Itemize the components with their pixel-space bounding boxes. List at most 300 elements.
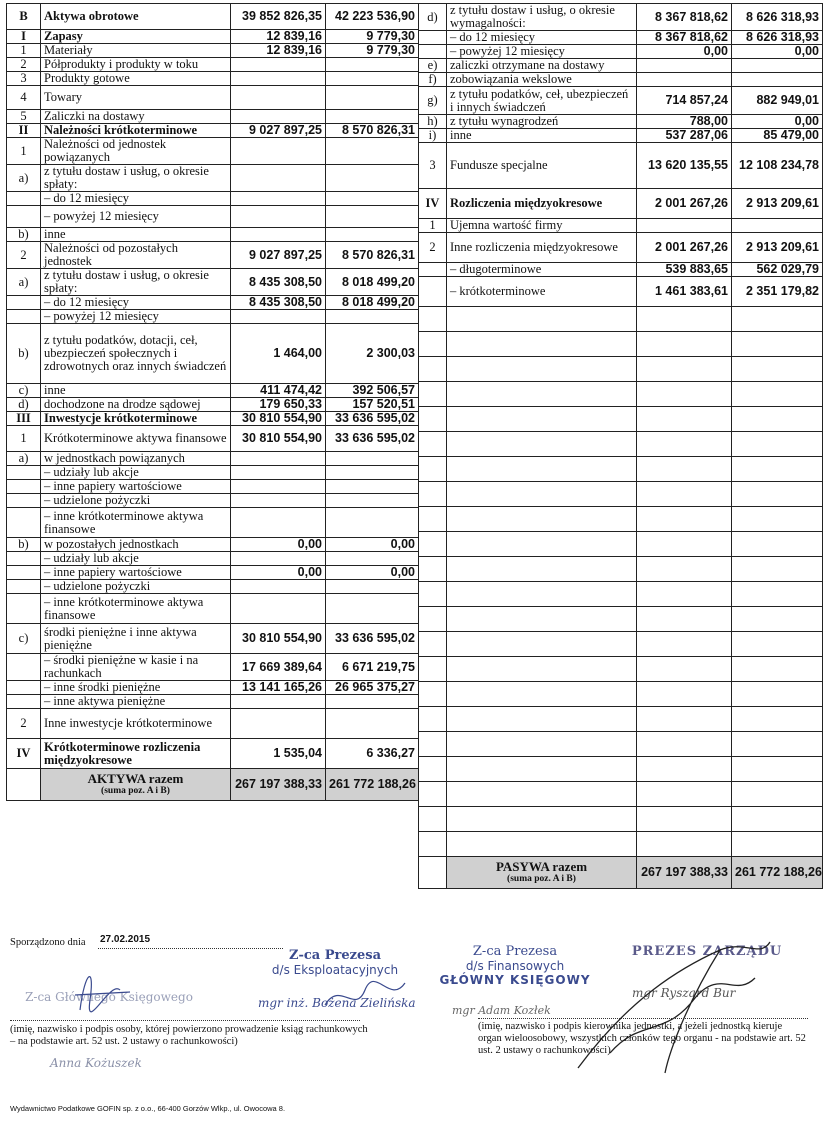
- value-previous: [732, 219, 823, 233]
- row-label: zaliczki otrzymane na dostawy: [447, 59, 637, 73]
- left-row: [7, 310, 419, 324]
- row-index: b): [7, 538, 41, 552]
- empty-cell: [637, 657, 732, 682]
- value-previous: [326, 695, 419, 709]
- row-index: b): [7, 324, 41, 384]
- value-current: 39 852 826,35: [231, 4, 326, 30]
- empty-cell: [732, 307, 823, 332]
- value-previous: [326, 86, 419, 110]
- empty-cell: [637, 482, 732, 507]
- row-label: zobowiązania wekslowe: [447, 73, 637, 87]
- empty-cell: [447, 657, 637, 682]
- total-previous: 261 772 188,26: [732, 857, 823, 889]
- empty-cell: [419, 707, 447, 732]
- stamp-vp-operations: [250, 948, 420, 977]
- row-index: 1: [419, 219, 447, 233]
- empty-row: [419, 707, 823, 732]
- total-title: AKTYWA razem: [87, 770, 184, 786]
- empty-cell: [637, 607, 732, 632]
- empty-cell: [637, 582, 732, 607]
- row-index: [419, 263, 447, 277]
- row-label: w jednostkach powiązanych: [41, 452, 231, 466]
- row-index: [7, 192, 41, 206]
- value-previous: 9 779,30: [326, 44, 419, 58]
- right-signature-caption: (imię, nazwisko i podpis kierownika jednostki, a jeżeli jednostką kieruje organ wieloosobowy, wszystkich członków tego organu - na podstawie art. 52 ust. 2 ustawy o rachunkowości): [478, 1021, 806, 1056]
- row-label: Towary: [41, 86, 231, 110]
- stamp1-line2: d/s Eksploatacyjnych: [271, 963, 399, 977]
- row-label: – środki pieniężne w kasie i na rachunkach: [41, 654, 231, 681]
- empty-row: [419, 532, 823, 557]
- left-row: [7, 398, 419, 412]
- right-row: [419, 59, 823, 73]
- row-label: Rozliczenia międzyokresowe: [447, 189, 637, 219]
- value-current: 539 883,65: [637, 263, 732, 277]
- total-subtitle: (suma poz. A i B): [507, 873, 576, 884]
- empty-cell: [447, 782, 637, 807]
- value-previous: [326, 165, 419, 192]
- row-label: środki pieniężne i inne aktywa pieniężne: [41, 624, 231, 654]
- row-label: – powyżej 12 miesięcy: [447, 45, 637, 59]
- row-index: f): [419, 73, 447, 87]
- empty-cell: [732, 357, 823, 382]
- empty-row: [419, 607, 823, 632]
- right-row: [419, 4, 823, 31]
- row-label: z tytułu dostaw i usług, o okresie spłaty:: [41, 165, 231, 192]
- left-row: [7, 508, 419, 538]
- row-label: Aktywa obrotowe: [41, 4, 231, 30]
- left-row: [7, 228, 419, 242]
- row-index: 3: [419, 143, 447, 189]
- value-current: [231, 165, 326, 192]
- stamp3-line1: PREZES ZARZĄDU: [631, 944, 783, 959]
- row-index: d): [7, 398, 41, 412]
- value-previous: 392 506,57: [326, 384, 419, 398]
- row-label: – udzielone pożyczki: [41, 580, 231, 594]
- value-current: [231, 206, 326, 228]
- right-row: [419, 115, 823, 129]
- empty-cell: [637, 757, 732, 782]
- empty-row: [419, 457, 823, 482]
- empty-cell: [419, 432, 447, 457]
- value-previous: 8 018 499,20: [326, 269, 419, 296]
- empty-cell: [637, 682, 732, 707]
- row-index: [7, 296, 41, 310]
- value-previous: 0,00: [732, 45, 823, 59]
- value-previous: [326, 494, 419, 508]
- value-current: 8 367 818,62: [637, 31, 732, 45]
- left-row: [7, 4, 419, 30]
- left-row: [7, 426, 419, 452]
- row-label: inne: [41, 228, 231, 242]
- value-current: [231, 552, 326, 566]
- value-current: 788,00: [637, 115, 732, 129]
- row-index: [419, 277, 447, 307]
- right-row: [419, 219, 823, 233]
- empty-cell: [419, 632, 447, 657]
- value-current: 12 839,16: [231, 30, 326, 44]
- value-current: 411 474,42: [231, 384, 326, 398]
- row-index: [7, 695, 41, 709]
- row-label: Półprodukty i produkty w toku: [41, 58, 231, 72]
- empty-cell: [419, 832, 447, 857]
- empty-cell: [419, 582, 447, 607]
- value-current: [637, 219, 732, 233]
- right-row: [419, 73, 823, 87]
- total-subtitle: (suma poz. A i B): [101, 785, 170, 796]
- row-index: [7, 508, 41, 538]
- row-label: z tytułu dostaw i usług, o okresie spłaty:: [41, 269, 231, 296]
- row-label: Inne rozliczenia międzyokresowe: [447, 233, 637, 263]
- empty-cell: [732, 682, 823, 707]
- row-index: 5: [7, 110, 41, 124]
- value-previous: [326, 138, 419, 165]
- empty-cell: [637, 332, 732, 357]
- row-index: [7, 310, 41, 324]
- left-row: [7, 138, 419, 165]
- right-row: [419, 263, 823, 277]
- empty-cell: [419, 757, 447, 782]
- row-index: a): [7, 269, 41, 296]
- value-current: [231, 480, 326, 494]
- empty-cell: [637, 632, 732, 657]
- right-row: [419, 45, 823, 59]
- value-previous: 2 351 179,82: [732, 277, 823, 307]
- row-label: – inne papiery wartościowe: [41, 566, 231, 580]
- right-signature-line: [478, 1018, 808, 1019]
- row-label: Ujemna wartość firmy: [447, 219, 637, 233]
- row-index: g): [419, 87, 447, 115]
- row-label: inne: [41, 384, 231, 398]
- empty-row: [419, 582, 823, 607]
- row-index: IV: [7, 739, 41, 769]
- prepared-date: 27.02.2015: [100, 934, 151, 945]
- stamp2-line3: GŁÓWNY KSIĘGOWY: [439, 973, 591, 987]
- value-current: [231, 228, 326, 242]
- value-previous: [326, 206, 419, 228]
- row-label: Krótkoterminowe aktywa finansowe: [41, 426, 231, 452]
- row-index: i): [419, 129, 447, 143]
- value-current: [231, 508, 326, 538]
- row-index: [7, 566, 41, 580]
- row-label: z tytułu wynagrodzeń: [447, 115, 637, 129]
- empty-row: [419, 632, 823, 657]
- empty-cell: [419, 457, 447, 482]
- empty-row: [419, 332, 823, 357]
- empty-row: [419, 357, 823, 382]
- value-previous: [326, 192, 419, 206]
- left-row: [7, 594, 419, 624]
- row-index: [419, 45, 447, 59]
- value-current: 0,00: [231, 566, 326, 580]
- row-index: d): [419, 4, 447, 31]
- empty-cell: [447, 432, 637, 457]
- value-current: [231, 58, 326, 72]
- total-label: [447, 857, 637, 889]
- left-row: [7, 58, 419, 72]
- empty-cell: [419, 357, 447, 382]
- value-previous: 0,00: [732, 115, 823, 129]
- value-current: 12 839,16: [231, 44, 326, 58]
- value-current: 714 857,24: [637, 87, 732, 115]
- empty-cell: [637, 807, 732, 832]
- left-row: [7, 242, 419, 269]
- empty-cell: [637, 407, 732, 432]
- value-previous: 8 570 826,31: [326, 124, 419, 138]
- empty-row: [419, 757, 823, 782]
- row-label: – do 12 miesięcy: [41, 296, 231, 310]
- value-previous: [326, 452, 419, 466]
- value-previous: 85 479,00: [732, 129, 823, 143]
- empty-cell: [732, 607, 823, 632]
- row-label: – inne krótkoterminowe aktywa finansowe: [41, 594, 231, 624]
- value-current: [231, 138, 326, 165]
- empty-cell: [732, 457, 823, 482]
- empty-cell: [732, 382, 823, 407]
- value-previous: 6 671 219,75: [326, 654, 419, 681]
- value-current: [231, 709, 326, 739]
- empty-cell: [637, 832, 732, 857]
- empty-cell: [447, 607, 637, 632]
- empty-cell: [447, 307, 637, 332]
- row-index: [7, 580, 41, 594]
- empty-cell: [419, 682, 447, 707]
- right-total-row: [419, 857, 823, 889]
- empty-cell: [732, 657, 823, 682]
- row-label: Krótkoterminowe rozliczenia międzyokresowe: [41, 739, 231, 769]
- empty-cell: [447, 807, 637, 832]
- value-current: 0,00: [231, 538, 326, 552]
- value-previous: 12 108 234,78: [732, 143, 823, 189]
- empty-cell: [732, 507, 823, 532]
- value-previous: [732, 59, 823, 73]
- empty-cell: [419, 382, 447, 407]
- value-previous: 2 300,03: [326, 324, 419, 384]
- row-index: a): [7, 452, 41, 466]
- empty-row: [419, 782, 823, 807]
- empty-cell: [419, 782, 447, 807]
- value-current: [231, 86, 326, 110]
- row-index: c): [7, 384, 41, 398]
- row-label: Inne inwestycje krótkoterminowe: [41, 709, 231, 739]
- row-label: Produkty gotowe: [41, 72, 231, 86]
- left-row: [7, 709, 419, 739]
- left-row: [7, 30, 419, 44]
- row-index: [419, 31, 447, 45]
- row-label: Zapasy: [41, 30, 231, 44]
- empty-row: [419, 482, 823, 507]
- value-current: [231, 494, 326, 508]
- empty-cell: [447, 507, 637, 532]
- empty-cell: [637, 557, 732, 582]
- value-current: [231, 466, 326, 480]
- empty-cell: [637, 457, 732, 482]
- stamp4-line1: Z-ca Głównego Księgowego: [25, 990, 193, 1004]
- row-label: – do 12 miesięcy: [41, 192, 231, 206]
- row-index: [7, 466, 41, 480]
- empty-cell: [447, 582, 637, 607]
- value-current: [231, 310, 326, 324]
- value-current: 30 810 554,90: [231, 624, 326, 654]
- empty-row: [419, 832, 823, 857]
- left-row: [7, 110, 419, 124]
- value-previous: 26 965 375,27: [326, 681, 419, 695]
- row-index: 1: [7, 138, 41, 165]
- row-label: Materiały: [41, 44, 231, 58]
- stamp4-name: Anna Kożuszek: [50, 1056, 142, 1070]
- empty-cell: [447, 757, 637, 782]
- value-current: 9 027 897,25: [231, 242, 326, 269]
- left-row: [7, 324, 419, 384]
- row-label: – powyżej 12 miesięcy: [41, 206, 231, 228]
- value-current: [637, 73, 732, 87]
- value-current: [231, 580, 326, 594]
- empty-cell: [732, 707, 823, 732]
- empty-row: [419, 507, 823, 532]
- value-current: 537 287,06: [637, 129, 732, 143]
- empty-cell: [447, 832, 637, 857]
- row-label: dochodzone na drodze sądowej: [41, 398, 231, 412]
- empty-row: [419, 407, 823, 432]
- value-previous: [326, 72, 419, 86]
- right-row: [419, 87, 823, 115]
- left-row: [7, 124, 419, 138]
- signature-accountant: [60, 960, 140, 1020]
- row-label: Inwestycje krótkoterminowe: [41, 412, 231, 426]
- value-previous: [326, 110, 419, 124]
- empty-cell: [732, 532, 823, 557]
- value-current: 8 367 818,62: [637, 4, 732, 31]
- left-row: [7, 296, 419, 310]
- value-current: 1 535,04: [231, 739, 326, 769]
- row-index: 2: [7, 242, 41, 269]
- left-row: [7, 192, 419, 206]
- left-total-row: [7, 769, 419, 801]
- right-row: [419, 277, 823, 307]
- value-current: 17 669 389,64: [231, 654, 326, 681]
- empty-row: [419, 807, 823, 832]
- left-signature-line: [10, 1020, 360, 1021]
- value-previous: 9 779,30: [326, 30, 419, 44]
- empty-cell: [637, 782, 732, 807]
- left-row: [7, 695, 419, 709]
- empty-cell: [447, 457, 637, 482]
- value-current: 0,00: [637, 45, 732, 59]
- left-row: [7, 165, 419, 192]
- right-row: [419, 31, 823, 45]
- value-previous: 33 636 595,02: [326, 412, 419, 426]
- row-label: – inne papiery wartościowe: [41, 480, 231, 494]
- value-previous: [326, 228, 419, 242]
- value-current: 13 620 135,55: [637, 143, 732, 189]
- left-row: [7, 494, 419, 508]
- row-label: z tytułu podatków, ceł, ubezpieczeń i innych świadczeń: [447, 87, 637, 115]
- value-previous: 8 570 826,31: [326, 242, 419, 269]
- left-row: [7, 654, 419, 681]
- right-row: [419, 233, 823, 263]
- value-previous: 8 626 318,93: [732, 4, 823, 31]
- row-index: h): [419, 115, 447, 129]
- empty-cell: [637, 307, 732, 332]
- value-previous: 562 029,79: [732, 263, 823, 277]
- left-row: [7, 269, 419, 296]
- value-current: [637, 59, 732, 73]
- row-label: inne: [447, 129, 637, 143]
- value-current: [231, 110, 326, 124]
- row-index: [7, 654, 41, 681]
- empty-cell: [637, 432, 732, 457]
- left-row: [7, 580, 419, 594]
- left-row: [7, 566, 419, 580]
- row-index: [7, 494, 41, 508]
- row-label: – długoterminowe: [447, 263, 637, 277]
- empty-cell: [419, 557, 447, 582]
- left-row: [7, 466, 419, 480]
- stamp2-line2: d/s Finansowych: [465, 959, 565, 973]
- value-previous: 6 336,27: [326, 739, 419, 769]
- empty-cell: [732, 732, 823, 757]
- value-current: 1 461 383,61: [637, 277, 732, 307]
- row-index: B: [7, 4, 41, 30]
- row-index: IV: [419, 189, 447, 219]
- value-current: 30 810 554,90: [231, 426, 326, 452]
- value-previous: [326, 552, 419, 566]
- value-current: 8 435 308,50: [231, 269, 326, 296]
- value-current: [231, 72, 326, 86]
- publisher-note: Wydawnictwo Podatkowe GOFIN sp. z o.o., 66-400 Gorzów Wlkp., ul. Owocowa 8.: [10, 1104, 286, 1113]
- empty-cell: [419, 532, 447, 557]
- value-current: [231, 695, 326, 709]
- row-index: [7, 681, 41, 695]
- left-row: [7, 452, 419, 466]
- stamp2-line1: Z-ca Prezesa: [472, 944, 558, 959]
- value-previous: 0,00: [326, 538, 419, 552]
- value-current: [231, 452, 326, 466]
- empty-cell: [732, 332, 823, 357]
- value-current: [231, 192, 326, 206]
- empty-cell: [419, 307, 447, 332]
- empty-cell: [732, 632, 823, 657]
- total-label: [41, 769, 231, 801]
- row-index: [7, 206, 41, 228]
- signature-vp-operations: [320, 975, 410, 1020]
- row-index: [7, 594, 41, 624]
- value-previous: [326, 466, 419, 480]
- empty-cell: [419, 407, 447, 432]
- empty-cell: [447, 482, 637, 507]
- value-previous: [326, 594, 419, 624]
- value-current: 179 650,33: [231, 398, 326, 412]
- empty-cell: [732, 582, 823, 607]
- row-index: 4: [7, 86, 41, 110]
- row-label: Fundusze specjalne: [447, 143, 637, 189]
- left-row: [7, 681, 419, 695]
- row-index: e): [419, 59, 447, 73]
- empty-row: [419, 682, 823, 707]
- row-index: 2: [7, 58, 41, 72]
- row-index: c): [7, 624, 41, 654]
- value-previous: [326, 709, 419, 739]
- stamp2-name: mgr Adam Kozłek: [452, 1004, 551, 1017]
- empty-cell: [637, 707, 732, 732]
- value-previous: [326, 580, 419, 594]
- empty-cell: [732, 807, 823, 832]
- empty-cell: [419, 607, 447, 632]
- empty-cell: [732, 832, 823, 857]
- left-row: [7, 44, 419, 58]
- value-previous: [326, 58, 419, 72]
- value-current: 2 001 267,26: [637, 189, 732, 219]
- row-label: – udziały lub akcje: [41, 552, 231, 566]
